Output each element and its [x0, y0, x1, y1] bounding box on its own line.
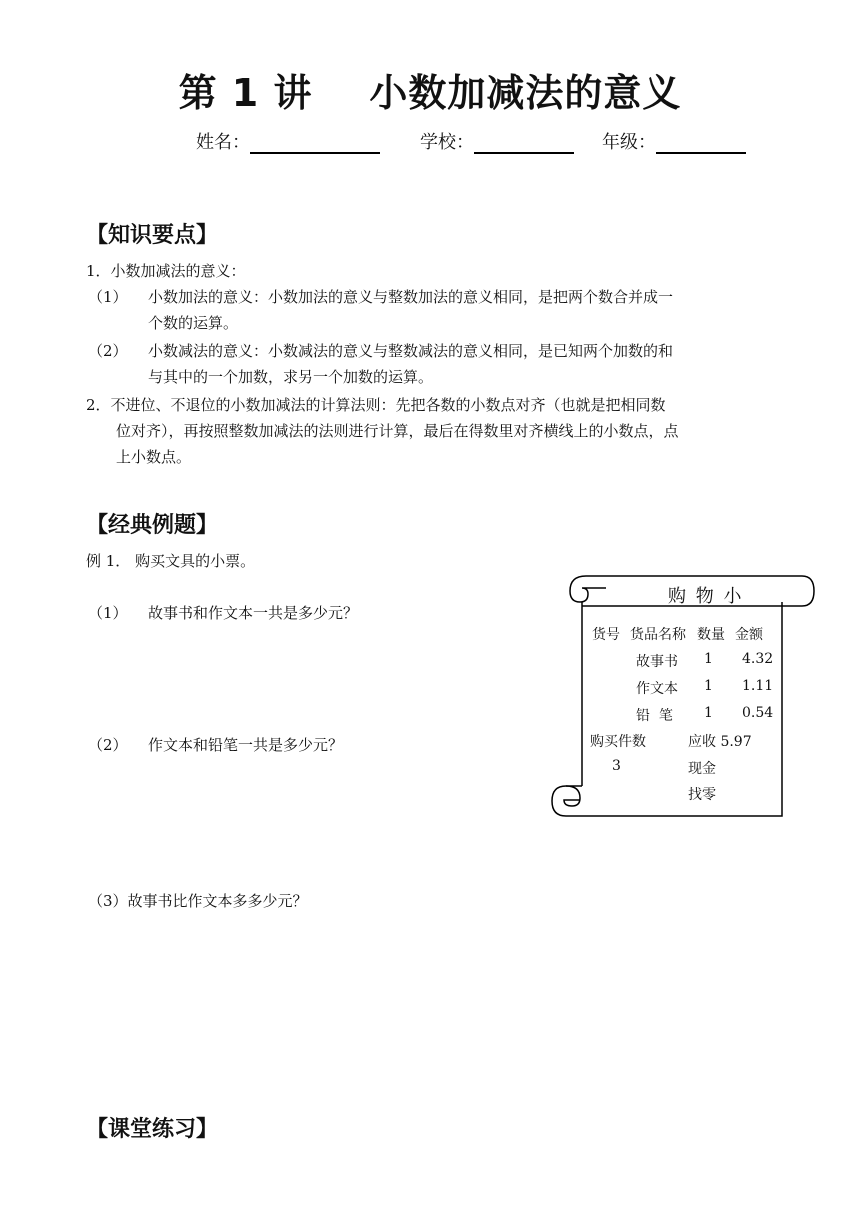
- school-blank[interactable]: [474, 134, 574, 154]
- receipt-item-amount: 0.54: [742, 705, 774, 721]
- receipt-item-amount: 4.32: [742, 651, 774, 667]
- receipt-header-amount: 金额: [735, 627, 763, 643]
- receipt-count-value: 3: [612, 758, 621, 774]
- knowledge-item-2-line-2: 位对齐），再按照整数加减法的法则进行计算，最后在得数里对齐横线上的小数点，点: [116, 422, 679, 440]
- school-field: [420, 128, 574, 154]
- receipt-due: 应收 5.97: [688, 734, 752, 750]
- question-1-number: （1）: [88, 604, 128, 622]
- receipt-scroll-graphic: [546, 572, 818, 822]
- page-title: 第 1 讲 小数加减法的意义: [178, 71, 682, 115]
- receipt-item-name: 铅 笔: [636, 708, 673, 724]
- question-3: （3）故事书比作文本多多少元？: [88, 892, 308, 910]
- school-label: 学校：: [420, 132, 474, 153]
- receipt-header-name: 货品名称: [630, 627, 686, 643]
- sub-item-1-line-1: 小数加法的意义：小数加法的意义与整数加法的意义相同，是把两个数合并成一: [148, 288, 674, 306]
- knowledge-item-2-line-3: 上小数点。: [116, 448, 192, 466]
- receipt-item-qty: 1: [704, 651, 713, 667]
- grade-label: 年级：: [602, 132, 656, 153]
- grade-field: [602, 128, 746, 154]
- sub-item-1-line-2: 个数的运算。: [148, 314, 239, 332]
- practice-heading: 【课堂练习】: [86, 1117, 219, 1142]
- sub-item-2-number: （2）: [88, 342, 128, 360]
- receipt-item-amount: 1.11: [742, 678, 774, 694]
- examples-heading: 【经典例题】: [86, 513, 219, 538]
- receipt-change: 找零: [688, 787, 716, 803]
- sub-item-2-line-2: 与其中的一个加数，求另一个加数的运算。: [148, 368, 434, 386]
- name-blank[interactable]: [250, 134, 380, 154]
- sub-item-2-line-1: 小数减法的意义：小数减法的意义与整数减法的意义相同，是已知两个加数的和: [148, 342, 674, 360]
- example-1: 例 1． 购买文具的小票。: [86, 552, 256, 570]
- knowledge-item-2-line-1: 2．不进位、不退位的小数加减法的计算法则：先把各数的小数点对齐（也就是把相同数: [86, 396, 666, 414]
- receipt-header-id: 货号: [592, 627, 620, 643]
- receipt-header-qty: 数量: [697, 627, 725, 643]
- name-field: [196, 128, 380, 154]
- question-2: 作文本和铅笔一共是多少元？: [148, 736, 344, 754]
- question-2-number: （2）: [88, 736, 128, 754]
- receipt-item-qty: 1: [704, 705, 713, 721]
- knowledge-heading: 【知识要点】: [86, 223, 219, 248]
- grade-blank[interactable]: [656, 134, 746, 154]
- receipt-item-name: 故事书: [636, 654, 678, 670]
- receipt-count-label: 购买件数: [590, 734, 646, 750]
- receipt-item-name: 作文本: [636, 681, 678, 697]
- name-label: 姓名：: [196, 132, 250, 153]
- receipt-item-qty: 1: [704, 678, 713, 694]
- receipt-title: 购 物 小: [668, 586, 744, 607]
- receipt-cash: 现金: [688, 761, 716, 777]
- knowledge-item-1: 1．小数加减法的意义：: [86, 262, 246, 280]
- question-1: 故事书和作文本一共是多少元？: [148, 604, 359, 622]
- sub-item-1-number: （1）: [88, 288, 128, 306]
